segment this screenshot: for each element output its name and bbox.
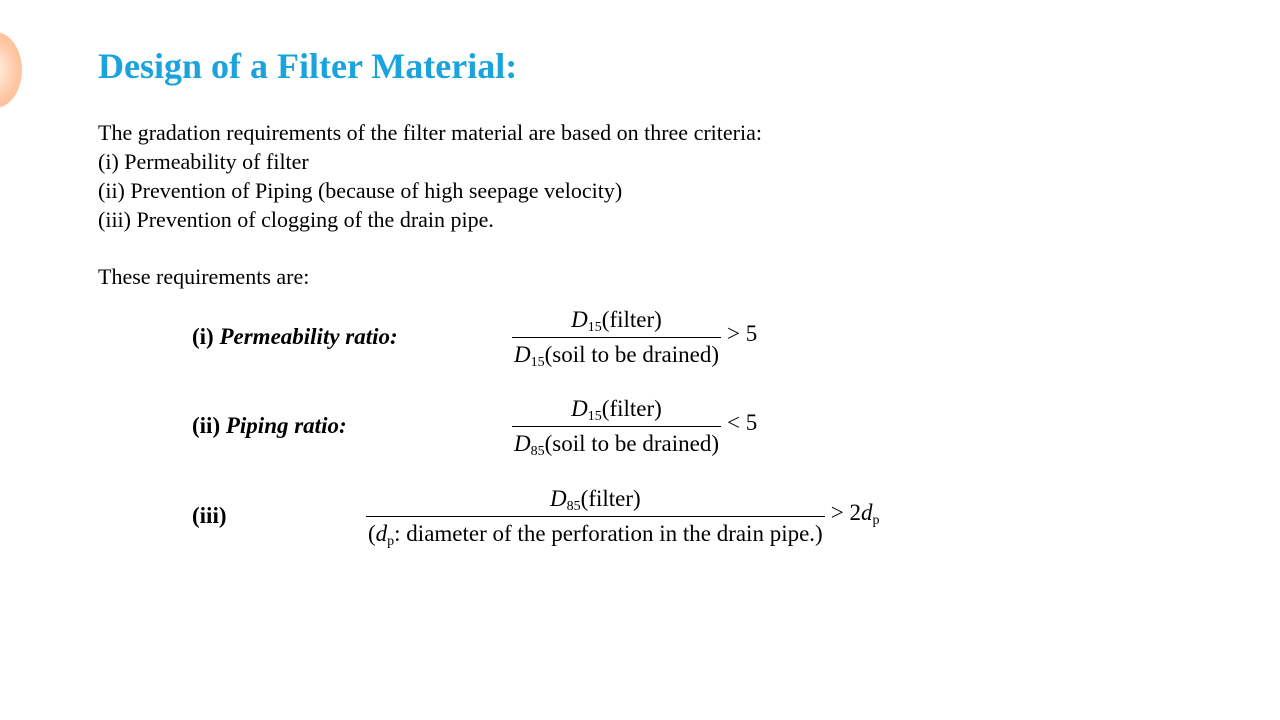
fraction-denominator — [366, 516, 825, 548]
symbol: D — [514, 342, 531, 367]
denominator-text: (soil to be drained) — [544, 431, 719, 456]
relation-text: > 2 — [830, 499, 861, 525]
criterion-number: (i) — [192, 324, 214, 349]
fraction-denominator — [512, 426, 721, 458]
criterion-number: (ii) — [192, 413, 221, 438]
subscript: p — [872, 512, 880, 528]
fraction-denominator — [512, 337, 721, 369]
symbol: d — [375, 521, 388, 546]
subscript: 85 — [530, 444, 545, 459]
symbol: D — [571, 307, 588, 332]
criterion-number: (iii) — [192, 503, 227, 528]
subscript: 85 — [566, 499, 581, 514]
criterion-label — [192, 324, 398, 350]
permeability-ratio-equation — [512, 306, 757, 369]
corner-decoration — [0, 32, 22, 108]
criterion-name: Piping ratio: — [225, 413, 347, 438]
intro-line: The gradation requirements of the filter material are based on three criteria: — [98, 120, 762, 145]
subscript: 15 — [587, 409, 602, 424]
fraction — [366, 485, 825, 548]
relation: < 5 — [727, 409, 758, 435]
relation: > 5 — [727, 320, 758, 346]
criterion-name: Permeability ratio: — [219, 324, 398, 349]
criterion-label — [192, 413, 347, 439]
numerator-text: (filter) — [601, 307, 662, 332]
slide-title: Design of a Filter Material: — [98, 46, 518, 86]
criterion-label — [192, 503, 227, 529]
numerator-text: (filter) — [601, 396, 662, 421]
subscript: p — [387, 534, 395, 549]
symbol: D — [514, 431, 531, 456]
symbol: D — [550, 486, 567, 511]
fraction — [512, 395, 721, 458]
piping-ratio-equation — [512, 395, 757, 458]
symbol: D — [571, 396, 588, 421]
clogging-equation — [366, 485, 879, 548]
relation — [831, 500, 880, 526]
intro-line: (ii) Prevention of Piping (because of high seepage velocity) — [98, 178, 623, 203]
intro-line: (iii) Prevention of clogging of the drain pipe. — [98, 207, 494, 232]
denominator-text: (soil to be drained) — [544, 342, 719, 367]
fraction-numerator — [567, 395, 666, 426]
intro-text — [98, 118, 762, 234]
fraction-numerator — [546, 485, 645, 516]
symbol: d — [860, 499, 873, 525]
open-paren: ( — [368, 521, 376, 546]
intro-line: (i) Permeability of filter — [98, 149, 309, 174]
subscript: 15 — [530, 355, 545, 370]
subscript: 15 — [587, 320, 602, 335]
requirements-heading: These requirements are: — [98, 264, 310, 289]
numerator-text: (filter) — [580, 486, 641, 511]
fraction — [512, 306, 721, 369]
fraction-numerator — [567, 306, 666, 337]
denominator-text: : diameter of the perforation in the drain pipe.) — [394, 521, 823, 546]
